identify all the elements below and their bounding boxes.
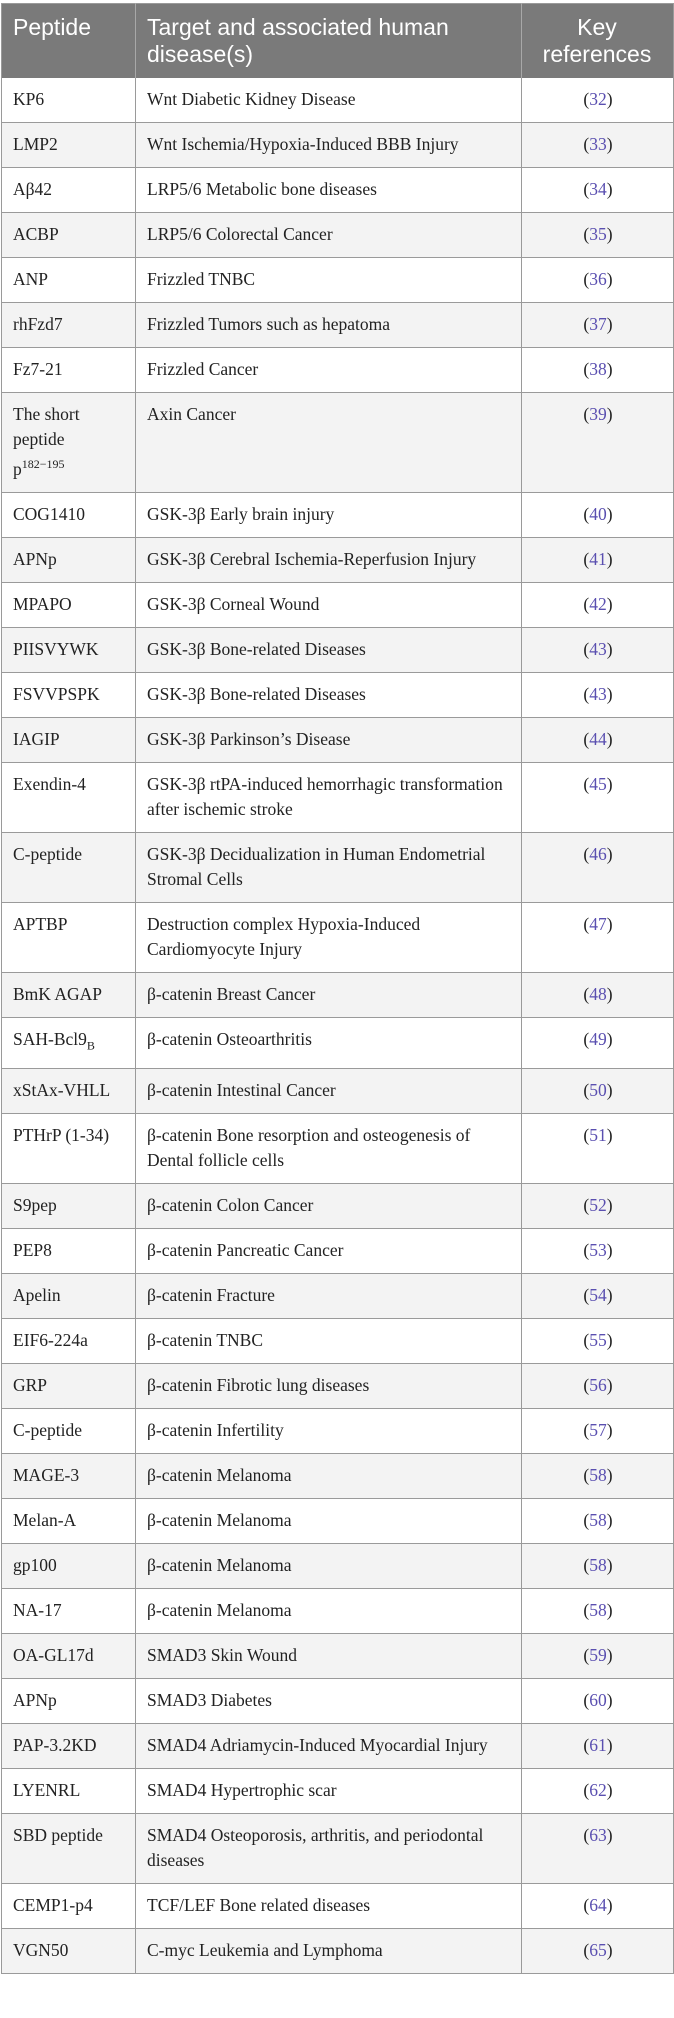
table-row: [2, 1069, 674, 1114]
header-row: [2, 4, 674, 79]
reference-cell: (44): [522, 717, 674, 762]
peptide-cell: [2, 303, 136, 348]
table-row: [2, 393, 674, 493]
target-disease-cell: Wnt Diabetic Kidney Disease: [136, 78, 522, 123]
reference-link[interactable]: 56: [589, 1375, 607, 1396]
reference-cell: (48): [522, 972, 674, 1017]
peptide-cell: [2, 1409, 136, 1454]
table-row: [2, 1017, 674, 1069]
reference-cell: (54): [522, 1274, 674, 1319]
table-row: [2, 1929, 674, 1974]
peptide-cell: [2, 168, 136, 213]
target-disease-cell: SMAD4 Adriamycin-Induced Myocardial Injury: [136, 1724, 522, 1769]
table-row: [2, 627, 674, 672]
reference-link[interactable]: 37: [589, 314, 607, 334]
reference-link[interactable]: 58: [589, 1555, 607, 1576]
peptide-cell: [2, 1544, 136, 1589]
peptide-cell: [2, 1814, 136, 1884]
target-disease-cell: β-catenin Colon Cancer: [136, 1184, 522, 1229]
peptide-name: Melan-A: [13, 1510, 77, 1531]
table-row: [2, 1409, 674, 1454]
peptide-cell: [2, 123, 136, 168]
table-row: [2, 1814, 674, 1884]
table-body: [2, 78, 674, 1974]
target-disease-cell: SMAD4 Osteoporosis, arthritis, and periodontal diseases: [136, 1814, 522, 1884]
peptide-name: PAP-3.2KD: [13, 1735, 97, 1756]
peptide-name: Aβ42: [13, 179, 53, 199]
reference-cell: (52): [522, 1184, 674, 1229]
reference-link[interactable]: 43: [589, 638, 607, 659]
target-disease-cell: GSK-3β Parkinson’s Disease: [136, 717, 522, 762]
table-row: [2, 1499, 674, 1544]
peptide-name: VGN50: [13, 1940, 69, 1961]
reference-link[interactable]: 33: [589, 134, 607, 154]
table-row: [2, 1114, 674, 1184]
reference-cell: (47): [522, 902, 674, 972]
reference-link[interactable]: 62: [589, 1780, 607, 1801]
reference-cell: (53): [522, 1229, 674, 1274]
target-disease-cell: β-catenin Osteoarthritis: [136, 1017, 522, 1069]
peptide-name: ACBP: [13, 224, 59, 244]
reference-cell: (43): [522, 672, 674, 717]
peptide-cell: [2, 672, 136, 717]
reference-cell: (46): [522, 832, 674, 902]
peptide-name: LMP2: [13, 134, 58, 154]
reference-cell: (58): [522, 1499, 674, 1544]
reference-cell: (64): [522, 1884, 674, 1929]
reference-cell: (59): [522, 1634, 674, 1679]
target-disease-cell: LRP5/6 Colorectal Cancer: [136, 213, 522, 258]
reference-cell: (60): [522, 1679, 674, 1724]
peptide-name: GRP: [13, 1375, 48, 1396]
table-row: [2, 78, 674, 123]
peptide-name: APTBP: [13, 913, 68, 934]
target-disease-cell: β-catenin Fracture: [136, 1274, 522, 1319]
table-row: [2, 1184, 674, 1229]
table-row: [2, 1544, 674, 1589]
table-row: [2, 537, 674, 582]
reference-link[interactable]: 35: [589, 224, 607, 244]
peptide-name: PEP8: [13, 1240, 52, 1261]
peptide-cell: [2, 832, 136, 902]
reference-cell: (32): [522, 78, 674, 123]
target-disease-cell: β-catenin Melanoma: [136, 1589, 522, 1634]
table-row: [2, 832, 674, 902]
peptide-name: C-peptide: [13, 1420, 83, 1441]
peptide-name: COG1410: [13, 503, 85, 524]
reference-cell: (57): [522, 1409, 674, 1454]
peptide-name: Apelin: [13, 1285, 61, 1306]
peptide-name: APNp: [13, 1690, 57, 1711]
reference-link[interactable]: 41: [589, 548, 607, 569]
table-row: [2, 303, 674, 348]
header-key-references: Key references: [522, 4, 674, 79]
reference-cell: (58): [522, 1544, 674, 1589]
table-row: [2, 168, 674, 213]
target-disease-cell: SMAD3 Skin Wound: [136, 1634, 522, 1679]
peptide-cell: [2, 258, 136, 303]
reference-cell: (58): [522, 1589, 674, 1634]
reference-cell: (43): [522, 627, 674, 672]
reference-link[interactable]: 51: [589, 1125, 607, 1146]
peptide-sup-base: p: [13, 458, 22, 479]
target-disease-cell: β-catenin Infertility: [136, 1409, 522, 1454]
peptide-superscript: 182−195: [21, 457, 65, 471]
peptide-cell: [2, 1724, 136, 1769]
reference-link[interactable]: 59: [589, 1645, 607, 1666]
reference-link[interactable]: 54: [589, 1285, 607, 1306]
reference-link[interactable]: 58: [589, 1465, 607, 1486]
reference-cell: (55): [522, 1319, 674, 1364]
reference-cell: (35): [522, 213, 674, 258]
peptide-name: xStAx-VHLL: [13, 1080, 111, 1101]
peptide-name: PTHrP (1-34): [13, 1125, 110, 1146]
reference-link[interactable]: 61: [589, 1735, 607, 1756]
peptide-cell: [2, 1884, 136, 1929]
target-disease-cell: GSK-3β Bone-related Diseases: [136, 627, 522, 672]
reference-cell: (38): [522, 348, 674, 393]
table-row: [2, 348, 674, 393]
peptide-cell: [2, 348, 136, 393]
peptide-name: BmK AGAP: [13, 983, 102, 1004]
peptide-cell: [2, 1274, 136, 1319]
peptide-cell: [2, 1017, 136, 1069]
table-row: [2, 1679, 674, 1724]
reference-link[interactable]: 52: [589, 1195, 607, 1216]
peptide-cell: [2, 1184, 136, 1229]
peptide-cell: [2, 393, 136, 493]
table-row: [2, 972, 674, 1017]
reference-link[interactable]: 40: [589, 503, 607, 524]
reference-link[interactable]: 64: [589, 1895, 607, 1916]
reference-link[interactable]: 63: [589, 1825, 607, 1846]
reference-link[interactable]: 65: [589, 1940, 607, 1961]
peptide-cell: [2, 78, 136, 123]
target-disease-cell: β-catenin Melanoma: [136, 1544, 522, 1589]
target-disease-cell: Wnt Ischemia/Hypoxia-Induced BBB Injury: [136, 123, 522, 168]
peptide-cell: [2, 1229, 136, 1274]
peptide-cell: [2, 1634, 136, 1679]
reference-cell: (36): [522, 258, 674, 303]
target-disease-cell: C-myc Leukemia and Lymphoma: [136, 1929, 522, 1974]
reference-cell: (37): [522, 303, 674, 348]
target-disease-cell: GSK-3β Bone-related Diseases: [136, 672, 522, 717]
target-disease-cell: LRP5/6 Metabolic bone diseases: [136, 168, 522, 213]
reference-link[interactable]: 60: [589, 1690, 607, 1711]
peptide-name: PIISVYWK: [13, 638, 99, 659]
reference-link[interactable]: 50: [589, 1080, 607, 1101]
reference-link[interactable]: 47: [589, 913, 607, 934]
target-disease-cell: β-catenin Melanoma: [136, 1454, 522, 1499]
peptide-name: OA-GL17d: [13, 1645, 94, 1666]
peptide-name: S9pep: [13, 1195, 57, 1216]
reference-link[interactable]: 53: [589, 1240, 607, 1261]
reference-link[interactable]: 42: [589, 593, 607, 614]
target-disease-cell: Frizzled Tumors such as hepatoma: [136, 303, 522, 348]
peptide-name: IAGIP: [13, 728, 60, 749]
table-row: [2, 1769, 674, 1814]
reference-link[interactable]: 58: [589, 1510, 607, 1531]
peptide-cell: [2, 1364, 136, 1409]
peptide-table: [1, 3, 674, 1974]
reference-cell: (63): [522, 1814, 674, 1884]
reference-link[interactable]: 48: [589, 983, 607, 1004]
target-disease-cell: GSK-3β Corneal Wound: [136, 582, 522, 627]
target-disease-cell: GSK-3β rtPA-induced hemorrhagic transformation after ischemic stroke: [136, 762, 522, 832]
peptide-cell: [2, 1679, 136, 1724]
table-row: [2, 1454, 674, 1499]
reference-link[interactable]: 58: [589, 1600, 607, 1621]
table-row: [2, 582, 674, 627]
target-disease-cell: β-catenin Fibrotic lung diseases: [136, 1364, 522, 1409]
peptide-name: MPAPO: [13, 593, 72, 614]
reference-link[interactable]: 55: [589, 1330, 607, 1351]
peptide-cell: [2, 627, 136, 672]
reference-cell: (42): [522, 582, 674, 627]
target-disease-cell: GSK-3β Decidualization in Human Endometrial Stromal Cells: [136, 832, 522, 902]
reference-cell: (65): [522, 1929, 674, 1974]
header-peptide: Peptide: [2, 4, 136, 79]
target-disease-cell: β-catenin Bone resorption and osteogenesis of Dental follicle cells: [136, 1114, 522, 1184]
reference-cell: (39): [522, 393, 674, 493]
reference-link[interactable]: 39: [589, 404, 607, 424]
target-disease-cell: β-catenin Melanoma: [136, 1499, 522, 1544]
table-row: [2, 1364, 674, 1409]
peptide-name: LYENRL: [13, 1780, 81, 1801]
reference-link[interactable]: 38: [589, 359, 607, 379]
peptide-cell: [2, 1319, 136, 1364]
target-disease-cell: Frizzled TNBC: [136, 258, 522, 303]
reference-link[interactable]: 45: [589, 773, 607, 794]
peptide-name: FSVVPSPK: [13, 683, 100, 704]
peptide-name: APNp: [13, 548, 57, 569]
peptide-name: KP6: [13, 89, 45, 109]
reference-cell: (45): [522, 762, 674, 832]
target-disease-cell: SMAD4 Hypertrophic scar: [136, 1769, 522, 1814]
header-target-disease: Target and associated human disease(s): [136, 4, 522, 79]
peptide-name: Exendin-4: [13, 773, 86, 794]
peptide-name: SAH-Bcl9: [13, 1028, 87, 1049]
table-row: [2, 1229, 674, 1274]
table-row: [2, 1319, 674, 1364]
peptide-cell: [2, 762, 136, 832]
peptide-cell: [2, 717, 136, 762]
peptide-cell: [2, 972, 136, 1017]
table-row: [2, 123, 674, 168]
peptide-cell: [2, 1454, 136, 1499]
peptide-name: ANP: [13, 269, 49, 289]
peptide-cell: [2, 1114, 136, 1184]
target-disease-cell: β-catenin Intestinal Cancer: [136, 1069, 522, 1114]
reference-link[interactable]: 57: [589, 1420, 607, 1441]
target-disease-cell: TCF/LEF Bone related diseases: [136, 1884, 522, 1929]
target-disease-cell: β-catenin Pancreatic Cancer: [136, 1229, 522, 1274]
peptide-cell: [2, 1069, 136, 1114]
peptide-name: NA-17: [13, 1600, 62, 1621]
peptide-cell: [2, 213, 136, 258]
reference-cell: (58): [522, 1454, 674, 1499]
peptide-subscript: B: [86, 1038, 95, 1053]
target-disease-cell: β-catenin Breast Cancer: [136, 972, 522, 1017]
peptide-cell: [2, 1499, 136, 1544]
table-row: [2, 1634, 674, 1679]
table-row: [2, 258, 674, 303]
reference-cell: (40): [522, 492, 674, 537]
peptide-name: The short peptide: [13, 404, 80, 449]
reference-cell: (50): [522, 1069, 674, 1114]
table-row: [2, 1589, 674, 1634]
table-row: [2, 1274, 674, 1319]
peptide-name: rhFzd7: [13, 314, 63, 334]
reference-cell: (33): [522, 123, 674, 168]
reference-cell: (41): [522, 537, 674, 582]
peptide-name: MAGE-3: [13, 1465, 80, 1486]
peptide-name: gp100: [13, 1555, 57, 1576]
table-row: [2, 902, 674, 972]
target-disease-cell: Destruction complex Hypoxia-Induced Cardiomyocyte Injury: [136, 902, 522, 972]
reference-link[interactable]: 34: [589, 179, 607, 199]
reference-link[interactable]: 49: [589, 1028, 607, 1049]
target-disease-cell: Axin Cancer: [136, 393, 522, 493]
reference-link[interactable]: 43: [589, 683, 607, 704]
peptide-cell: [2, 1589, 136, 1634]
table-row: [2, 213, 674, 258]
table-container: [1, 0, 673, 1974]
peptide-cell: [2, 582, 136, 627]
reference-link[interactable]: 44: [589, 728, 607, 749]
peptide-name: EIF6-224a: [13, 1330, 88, 1351]
reference-link[interactable]: 46: [589, 843, 607, 864]
target-disease-cell: β-catenin TNBC: [136, 1319, 522, 1364]
target-disease-cell: GSK-3β Cerebral Ischemia-Reperfusion Injury: [136, 537, 522, 582]
target-disease-cell: Frizzled Cancer: [136, 348, 522, 393]
peptide-cell: [2, 492, 136, 537]
table-row: [2, 672, 674, 717]
reference-cell: (56): [522, 1364, 674, 1409]
reference-cell: (49): [522, 1017, 674, 1069]
peptide-name: C-peptide: [13, 843, 83, 864]
peptide-name: CEMP1-p4: [13, 1895, 93, 1916]
table-row: [2, 762, 674, 832]
reference-link[interactable]: 32: [589, 89, 607, 109]
target-disease-cell: GSK-3β Early brain injury: [136, 492, 522, 537]
peptide-cell: [2, 1769, 136, 1814]
reference-cell: (62): [522, 1769, 674, 1814]
reference-cell: (34): [522, 168, 674, 213]
target-disease-cell: SMAD3 Diabetes: [136, 1679, 522, 1724]
reference-link[interactable]: 36: [589, 269, 607, 289]
table-row: [2, 492, 674, 537]
peptide-cell: [2, 1929, 136, 1974]
table-row: [2, 717, 674, 762]
peptide-name: SBD peptide: [13, 1825, 103, 1846]
peptide-name: Fz7-21: [13, 359, 63, 379]
reference-cell: (61): [522, 1724, 674, 1769]
peptide-cell: [2, 902, 136, 972]
table-row: [2, 1884, 674, 1929]
table-row: [2, 1724, 674, 1769]
peptide-cell: [2, 537, 136, 582]
reference-cell: (51): [522, 1114, 674, 1184]
